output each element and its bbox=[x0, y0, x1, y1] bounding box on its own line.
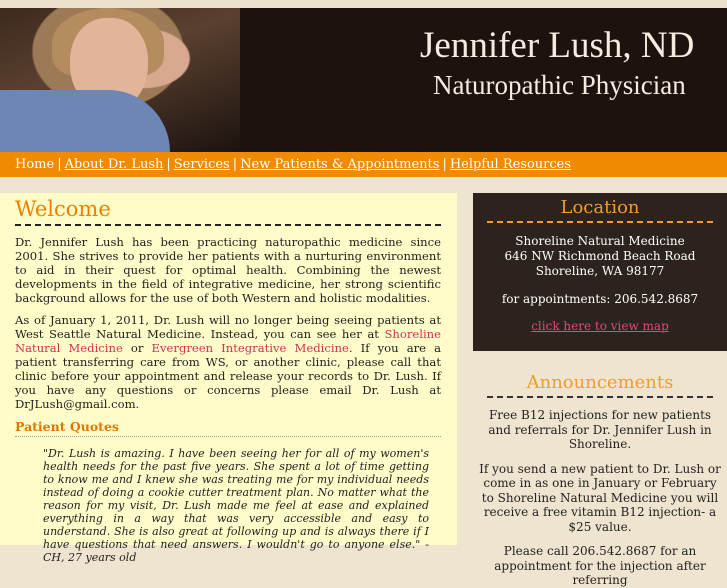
announcement-referral: If you send a new patient to Dr. Lush or come in as one in January or February to Shoreline Natural Medicine you will receive a free vitamin B12 injection- a $25 value. bbox=[479, 461, 721, 534]
location-heading: Location bbox=[487, 197, 713, 223]
map-line bbox=[473, 319, 727, 333]
nav-separator: | bbox=[442, 157, 447, 172]
site-subtitle: Naturopathic Physician bbox=[433, 70, 686, 100]
nav-services[interactable]: Services bbox=[173, 157, 230, 172]
view-map-link[interactable]: click here to view map bbox=[531, 319, 669, 333]
appointments-phone: for appointments: 206.542.8687 bbox=[501, 292, 699, 306]
doctor-photo bbox=[0, 8, 240, 152]
site-header bbox=[0, 8, 727, 152]
nav-resources[interactable]: Helpful Resources bbox=[449, 157, 572, 172]
announcement-call: Please call 206.542.8687 for an appointment for the injection after referring bbox=[494, 544, 706, 587]
shoreline-link[interactable]: Shoreline Natural Medicine bbox=[15, 327, 441, 355]
location-box bbox=[473, 193, 727, 351]
street-address: 646 NW Richmond Beach Road bbox=[504, 249, 696, 263]
nav-separator: | bbox=[232, 157, 238, 172]
city-state-zip: Shoreline, WA 98177 bbox=[535, 264, 665, 278]
top-strip bbox=[0, 0, 727, 8]
nav-home[interactable]: Home bbox=[15, 157, 55, 172]
site-title: Jennifer Lush, ND bbox=[420, 25, 695, 66]
nav-about[interactable]: About Dr. Lush bbox=[64, 157, 164, 172]
announcements-heading: Announcements bbox=[487, 372, 713, 398]
patient-quote: "Dr. Lush is amazing. I have been seeing her for all of my women's health needs for the past five years. She spent a lot of time getting to know me and I knew she was treating me for my individual needs instead of doing a cookie cutter treatment plan. No matter what the reason for my visit, Dr. Lush made me feel at ease and explained everything in a way that was very accessible and easy to understand. She is also great at following up and is always there if I have questions that need answers. I wouldn't go to anyone else." -CH, 27 years old bbox=[43, 447, 429, 564]
intro-paragraph: Dr. Jennifer Lush has been practicing naturopathic medicine since 2001. She strives to provide her patients with a nurturing environment to aid in their quest for optimal health. Combining the newest developments in the field of integrative medicine, her strong scientific background allows for the use of both Western and holistic modalities. bbox=[15, 235, 441, 305]
nav-separator: | bbox=[166, 157, 171, 172]
transfer-text-start: As of January 1, 2011, Dr. Lush will no longer being seeing patients at West Seattle Natural Medicine. Instead, you can see her at bbox=[15, 313, 441, 341]
clinic-name: Shoreline Natural Medicine bbox=[515, 234, 685, 248]
main-content bbox=[0, 193, 457, 564]
transfer-text-or: or bbox=[122, 341, 152, 355]
photo-shirt bbox=[0, 90, 170, 152]
address bbox=[473, 234, 727, 279]
nav-separator: | bbox=[57, 157, 62, 172]
welcome-heading: Welcome bbox=[15, 197, 441, 226]
transfer-paragraph bbox=[15, 313, 441, 411]
evergreen-link[interactable]: Evergreen Integrative Medicine bbox=[151, 341, 349, 355]
patient-quotes-heading: Patient Quotes bbox=[15, 419, 441, 437]
nav-new-patients[interactable]: New Patients & Appointments bbox=[240, 157, 440, 172]
announcements-box bbox=[473, 372, 727, 587]
transfer-text-end: . If you are a patient transferring care from WS, or another clinic, please call that clinic before your appointment and release your records to Dr. Lush. If you have any questions or concerns please email Dr. Lush at DrJLush@gmail.com. bbox=[15, 341, 442, 411]
announcement-b12: Free B12 injections for new patients and referrals for Dr. Jennifer Lush in Shoreline. bbox=[488, 408, 712, 451]
main-nav bbox=[0, 152, 727, 177]
